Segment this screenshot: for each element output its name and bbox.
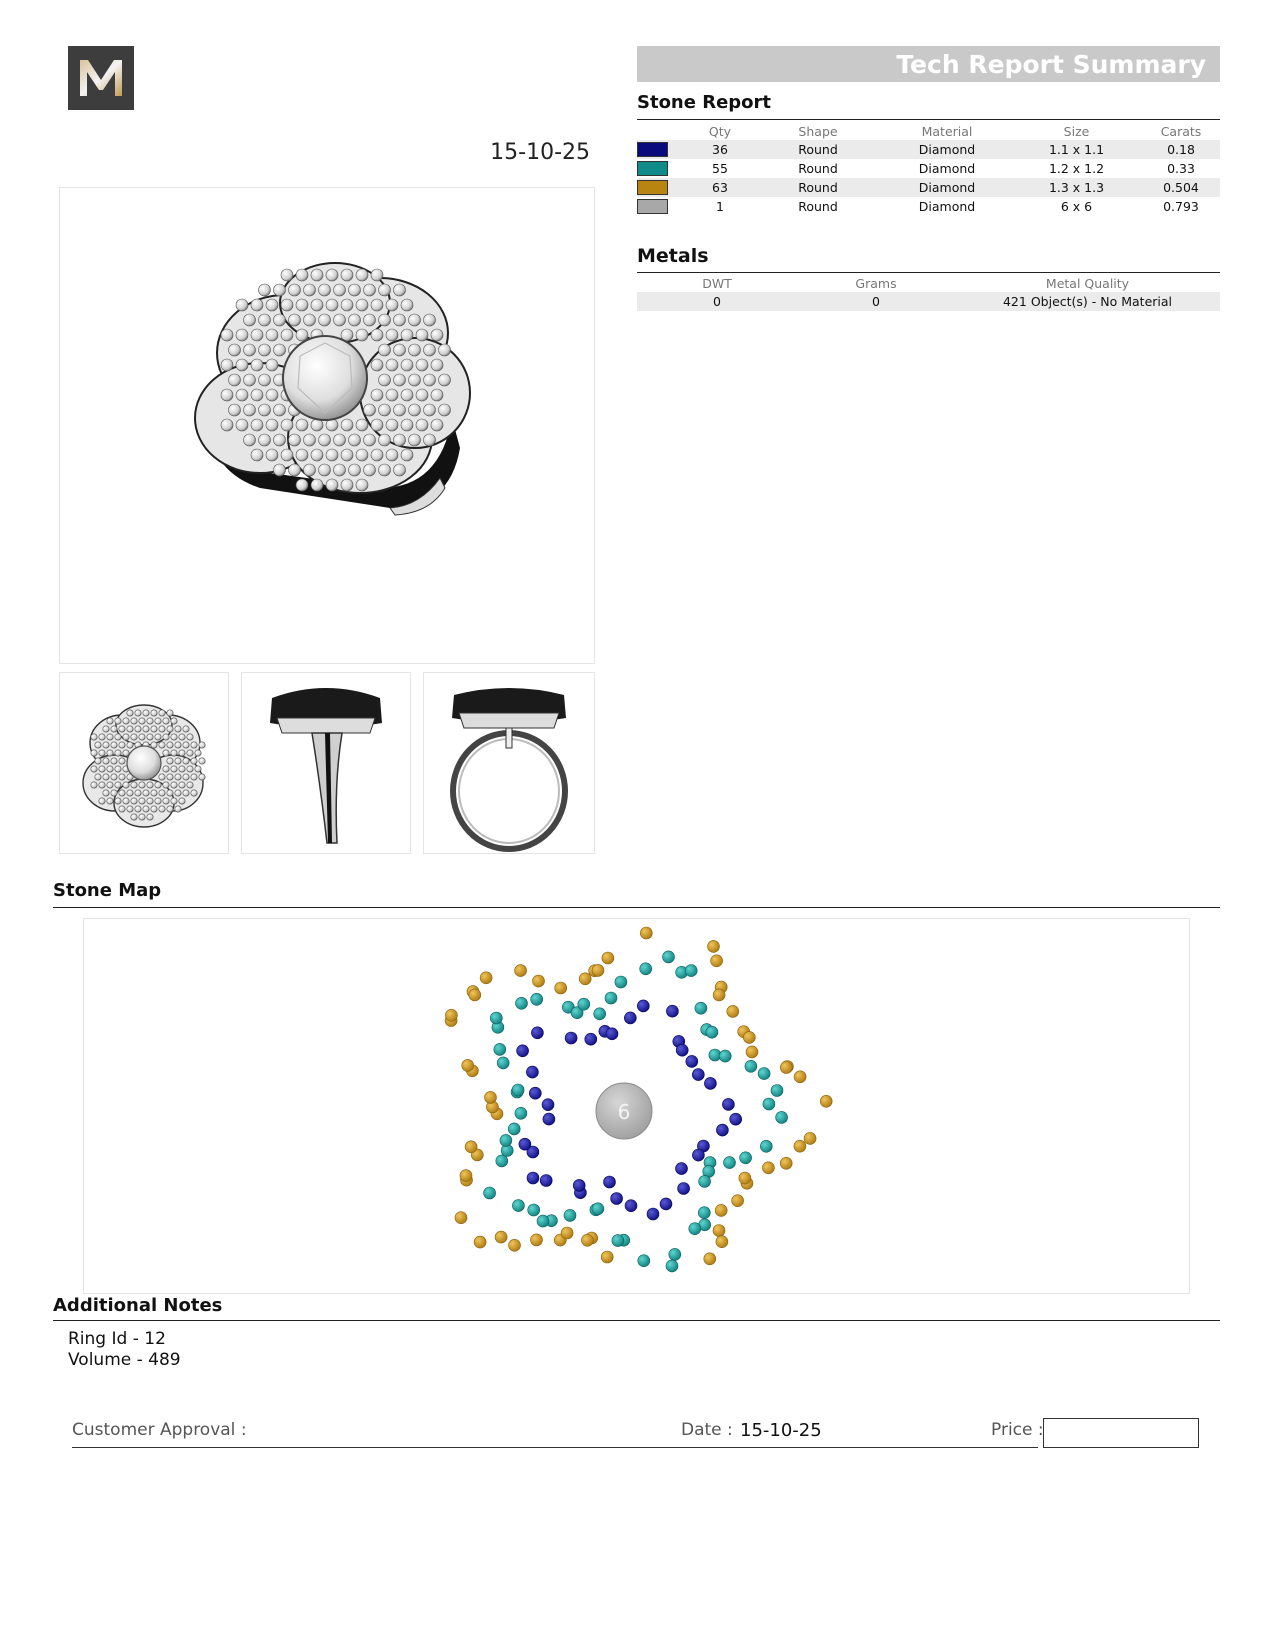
table-row: [637, 140, 1220, 159]
qty-cell: 55: [712, 161, 728, 176]
ring-side-image: [242, 673, 410, 853]
map-stone-gold: [531, 1234, 543, 1246]
map-stone-navy: [676, 1044, 688, 1056]
material-cell: Diamond: [918, 142, 976, 157]
column-header: DWT: [702, 275, 732, 291]
stone-map-title: Stone Map: [53, 880, 162, 901]
note-volume: Volume - 489: [68, 1350, 181, 1370]
map-stone-teal: [531, 993, 543, 1005]
price-label: Price :: [991, 1420, 1044, 1440]
map-stone-navy: [678, 1183, 690, 1195]
stone-color-swatch: [637, 180, 668, 195]
map-stone-navy: [531, 1027, 543, 1039]
swatch-cell: [637, 142, 687, 157]
carats-cell: 0.18: [1167, 142, 1195, 157]
map-stone-gold: [592, 964, 604, 976]
column-header: Qty: [708, 123, 732, 139]
swatch-cell: [637, 161, 687, 176]
map-stone-gold: [713, 1225, 725, 1237]
divider: [53, 1320, 1220, 1321]
ring-side-view: [241, 672, 411, 854]
map-stone-navy: [540, 1175, 552, 1187]
carats-cell: 0.33: [1167, 161, 1195, 176]
map-stone-gold: [739, 1172, 751, 1184]
map-stone-teal: [612, 1235, 624, 1247]
material-cell: Diamond: [918, 199, 976, 214]
map-stone-teal: [564, 1209, 576, 1221]
map-stone-teal: [771, 1085, 783, 1097]
map-stone-gold: [460, 1170, 472, 1182]
map-stone-gold: [746, 1046, 758, 1058]
map-stone-teal: [663, 951, 675, 963]
size-cell: 6 x 6: [1060, 199, 1093, 214]
map-stone-navy: [611, 1193, 623, 1205]
metal-quality-cell: 421 Object(s) - No Material: [1002, 294, 1173, 309]
map-stone-navy: [565, 1032, 577, 1044]
map-stone-teal: [763, 1098, 775, 1110]
shape-cell: Round: [798, 142, 838, 157]
qty-cell: 1: [716, 199, 724, 214]
map-stone-navy: [730, 1113, 742, 1125]
stone-color-swatch: [637, 161, 668, 176]
date-label: Date :: [681, 1420, 733, 1440]
map-stone-navy: [585, 1033, 597, 1045]
map-stone-navy: [722, 1098, 734, 1110]
column-header: Grams: [855, 275, 897, 291]
additional-notes-title: Additional Notes: [53, 1295, 223, 1316]
map-stone-teal: [508, 1123, 520, 1135]
shape-cell: Round: [798, 199, 838, 214]
map-stone-gold: [480, 972, 492, 984]
map-stone-navy: [519, 1138, 531, 1150]
main-ring-view: [59, 187, 595, 664]
map-stone-gold: [794, 1140, 806, 1152]
map-stone-gold: [727, 1005, 739, 1017]
map-stone-teal: [497, 1057, 509, 1069]
map-stone-gold: [780, 1062, 792, 1074]
note-ring-id: Ring Id - 12: [68, 1329, 166, 1349]
map-stone-gold: [469, 989, 481, 1001]
map-stone-navy: [606, 1028, 618, 1040]
map-stone-teal: [719, 1050, 731, 1062]
map-stone-gold: [716, 1236, 728, 1248]
customer-approval-label: Customer Approval :: [72, 1420, 247, 1440]
shape-cell: Round: [798, 161, 838, 176]
map-stone-teal: [689, 1223, 701, 1235]
table-row: [637, 292, 1220, 311]
map-stone-gold: [509, 1239, 521, 1251]
metals-table: [637, 274, 1220, 311]
map-stone-navy: [529, 1087, 541, 1099]
map-stone-teal: [695, 1002, 707, 1014]
map-stone-navy: [647, 1208, 659, 1220]
map-stone-gold: [579, 973, 591, 985]
map-stone-teal: [698, 1207, 710, 1219]
map-stone-navy: [637, 1000, 649, 1012]
signature-line[interactable]: [72, 1447, 1038, 1448]
map-stone-navy: [692, 1149, 704, 1161]
brand-logo: [68, 46, 134, 110]
map-stone-teal: [500, 1134, 512, 1146]
map-stone-teal: [740, 1152, 752, 1164]
map-stone-gold: [762, 1162, 774, 1174]
map-stone-teal: [605, 992, 617, 1004]
map-stone-gold: [711, 955, 723, 967]
map-stone-navy: [692, 1069, 704, 1081]
divider: [637, 272, 1220, 273]
ring-front-view: [423, 672, 595, 854]
map-stone-teal: [578, 998, 590, 1010]
carats-cell: 0.793: [1163, 199, 1199, 214]
table-row: [637, 197, 1220, 216]
map-stone-teal: [484, 1187, 496, 1199]
material-cell: Diamond: [918, 161, 976, 176]
map-stone-gold: [495, 1231, 507, 1243]
stone-map: [83, 918, 1190, 1294]
map-stone-navy: [686, 1055, 698, 1067]
size-cell: 1.2 x 1.2: [1048, 161, 1105, 176]
map-stone-gold: [462, 1059, 474, 1071]
map-stone-teal: [745, 1060, 757, 1072]
map-stone-gold: [732, 1195, 744, 1207]
map-stone-gold: [820, 1095, 832, 1107]
map-stone-teal: [512, 1200, 524, 1212]
map-stone-teal: [494, 1043, 506, 1055]
stone-color-swatch: [637, 142, 668, 157]
column-header: Shape: [798, 123, 838, 139]
map-stone-gold: [743, 1031, 755, 1043]
map-stone-gold: [713, 989, 725, 1001]
price-field[interactable]: [1043, 1418, 1199, 1448]
column-header: Carats: [1160, 123, 1202, 139]
swatch-cell: [637, 199, 687, 214]
map-stone-teal: [776, 1111, 788, 1123]
stone-table-header: [637, 122, 1220, 140]
shape-cell: Round: [798, 180, 838, 195]
map-stone-teal: [490, 1012, 502, 1024]
map-stone-teal: [760, 1140, 772, 1152]
map-stone-navy: [716, 1124, 728, 1136]
map-stone-teal: [615, 976, 627, 988]
stone-report-title: Stone Report: [637, 92, 772, 113]
table-row: [637, 159, 1220, 178]
stone-map-canvas: [84, 919, 1189, 1293]
map-stone-navy: [660, 1198, 672, 1210]
map-stone-gold: [640, 927, 652, 939]
metals-title: Metals: [637, 245, 709, 267]
map-stone-gold: [704, 1253, 716, 1265]
map-stone-teal: [512, 1084, 524, 1096]
map-stone-gold: [794, 1071, 806, 1083]
column-header: Material: [921, 123, 973, 139]
map-stone-teal: [516, 997, 528, 1009]
map-stone-navy: [543, 1113, 555, 1125]
map-stone-navy: [526, 1066, 538, 1078]
map-stone-navy: [666, 1005, 678, 1017]
column-header: Size: [1063, 123, 1090, 139]
map-stone-gold: [715, 1204, 727, 1216]
map-stone-gold: [804, 1132, 816, 1144]
map-stone-navy: [676, 1163, 688, 1175]
map-stone-teal: [758, 1068, 770, 1080]
map-stone-navy: [517, 1045, 529, 1057]
map-stone-teal: [528, 1204, 540, 1216]
stone-table: [637, 122, 1220, 216]
map-stone-gold: [708, 940, 720, 952]
map-stone-gold: [474, 1236, 486, 1248]
metals-table-header: [637, 274, 1220, 292]
map-stone-gold: [445, 1009, 457, 1021]
map-stone-gold: [465, 1141, 477, 1153]
map-stone-gold: [601, 1251, 613, 1263]
qty-cell: 63: [712, 180, 728, 195]
report-date: 15-10-25: [490, 140, 590, 165]
map-stone-navy: [604, 1176, 616, 1188]
map-stone-teal: [669, 1248, 681, 1260]
map-stone-teal: [640, 963, 652, 975]
size-cell: 1.3 x 1.3: [1048, 180, 1105, 195]
map-stone-teal: [496, 1155, 508, 1167]
carats-cell: 0.504: [1163, 180, 1199, 195]
ring-top-image: [60, 673, 228, 853]
size-cell: 1.1 x 1.1: [1048, 142, 1105, 157]
map-stone-gold: [581, 1234, 593, 1246]
material-cell: Diamond: [918, 180, 976, 195]
ring-top-view: [59, 672, 229, 854]
center-stone-label: 6: [617, 1100, 631, 1124]
table-row: [637, 178, 1220, 197]
map-stone-gold: [485, 1091, 497, 1103]
divider: [53, 907, 1220, 908]
map-stone-teal: [638, 1255, 650, 1267]
column-header: Metal Quality: [1045, 275, 1130, 291]
map-stone-teal: [594, 1008, 606, 1020]
ring-perspective-image: [60, 188, 594, 663]
map-stone-teal: [724, 1157, 736, 1169]
map-stone-gold: [780, 1157, 792, 1169]
stone-table-body: [637, 140, 1220, 216]
map-stone-teal: [515, 1107, 527, 1119]
map-stone-teal: [537, 1215, 549, 1227]
grams-cell: 0: [872, 294, 880, 309]
map-stone-navy: [542, 1099, 554, 1111]
map-stone-teal: [666, 1260, 678, 1272]
ring-front-image: [424, 673, 594, 853]
map-stone-gold: [515, 965, 527, 977]
map-stone-teal: [592, 1203, 604, 1215]
map-stone-navy: [625, 1200, 637, 1212]
map-stone-gold: [561, 1227, 573, 1239]
divider: [637, 119, 1220, 120]
map-stone-gold: [602, 952, 614, 964]
map-stone-navy: [527, 1172, 539, 1184]
logo-m-icon: [68, 46, 134, 110]
map-stone-gold: [533, 975, 545, 987]
report-title: Tech Report Summary: [896, 50, 1206, 79]
map-stone-navy: [624, 1012, 636, 1024]
map-stone-gold: [455, 1212, 467, 1224]
map-stone-teal: [699, 1175, 711, 1187]
approval-date-value: 15-10-25: [740, 1420, 822, 1441]
swatch-cell: [637, 180, 687, 195]
map-stone-teal: [685, 965, 697, 977]
map-stone-gold: [555, 982, 567, 994]
map-stone-teal: [706, 1026, 718, 1038]
qty-cell: 36: [712, 142, 728, 157]
report-title-bar: [637, 46, 1220, 82]
dwt-cell: 0: [713, 294, 721, 309]
stone-color-swatch: [637, 199, 668, 214]
map-stone-navy: [704, 1077, 716, 1089]
map-stone-navy: [573, 1179, 585, 1191]
